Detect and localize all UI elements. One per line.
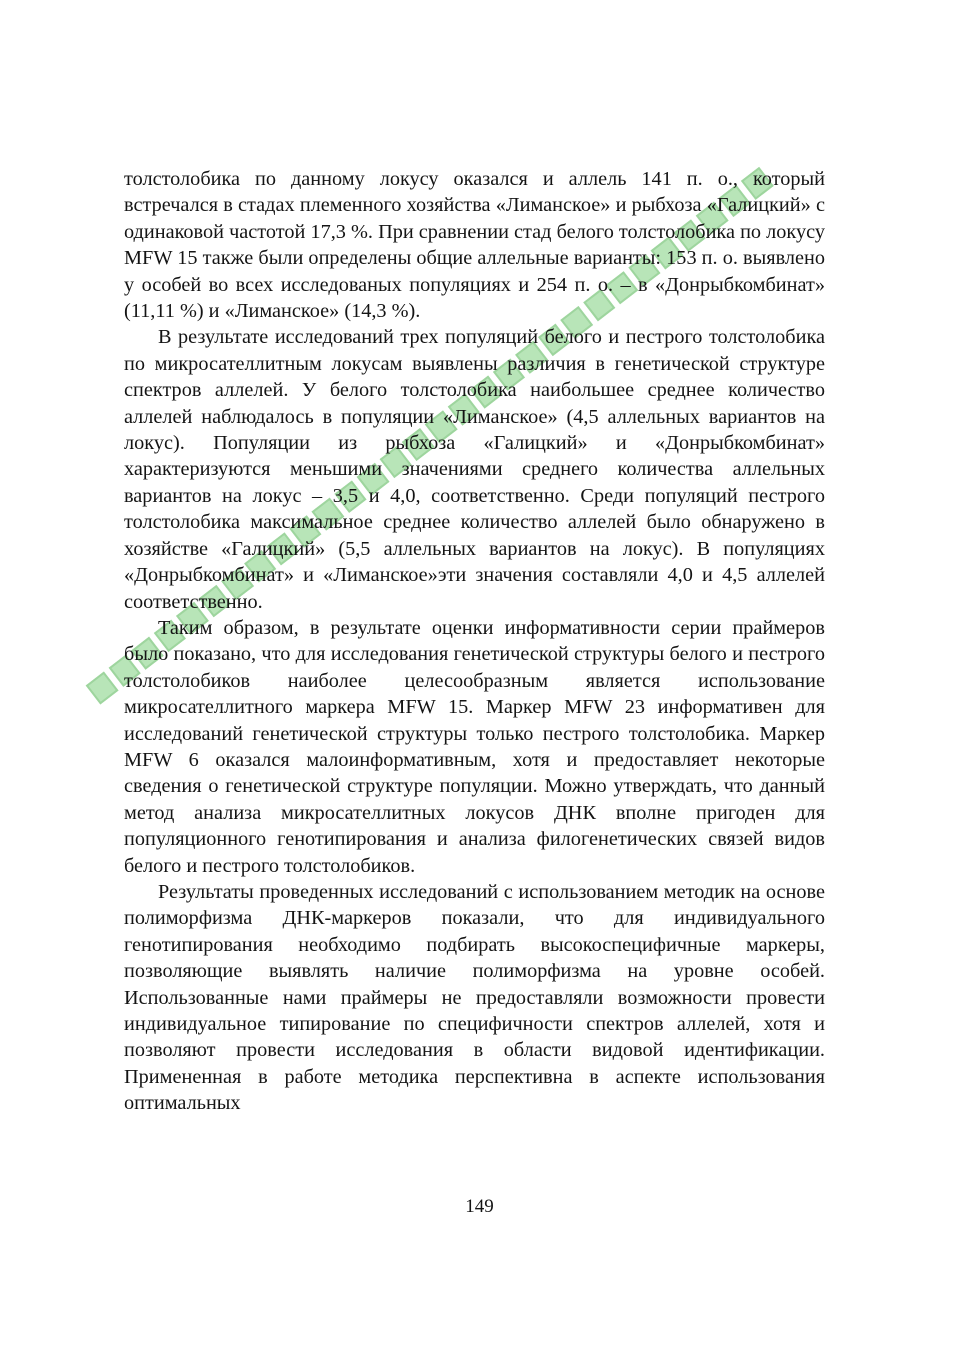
paragraph-2: В результате исследований трех популяций белого и пестрого толстолобика по микросателлитным локусам выявлены различия в генетической структуре спектров аллелей. У белого толстолобика наибольшее среднее количество аллелей наблюдалось в популяции «Лиманское» (4,5 аллельных вариантов на локус). Популяции из рыбхоза «Галицкий» и «Донрыбкомбинат» характеризуются меньшими значениями среднего количества аллельных вариантов на локус – 3,5 и 4,0, соответственно. Среди популяций пестрого толстолобика максимальное среднее количество аллелей было обнаружено в хозяйстве «Галицкий» (5,5 аллельных вариантов на локус). В популяциях «Донрыбкомбинат» и «Лиманское»эти значения составляли 4,0 и 4,5 аллелей соответственно.	[124, 326, 825, 613]
page-number: 149	[465, 1196, 494, 1217]
paragraph-1: толстолобика по данному локусу оказался и аллель 141 п. о., который встречался в стадах племенного хозяйства «Лиманское» и рыбхоза «Галицкий» с одинаковой частотой 17,3 %. При сравнении стад белого толстолобика по локусу MFW 15 также были определены общие аллельные варианты: 153 п. о. выявлено у особей во всех исследованых популяциях и 254 п. о. – в «Донрыбкомбинат» (11,11 %) и «Лиманское» (14,3 %).	[124, 168, 825, 323]
body-text	[124, 166, 825, 1117]
paragraph-3: Таким образом, в результате оценки информативности серии праймеров было показано, что для исследования генетической структуры белого и пестрого толстолобиков наиболее целесообразным является использование микросателлитного маркера MFW 15. Маркер MFW 23 информативен для исследований генетической структуры только пестрого толстолобика. Маркер MFW 6 оказался малоинформативным, хотя и предоставляет некоторые сведения о генетической структуре популяции. Можно утверждать, что данный метод анализа микросателлитных локусов ДНК вполне пригоден для популяционного генотипирования и анализа филогенетических связей видов белого и пестрого толстолобиков.	[124, 616, 825, 877]
paragraph-4: Результаты проведенных исследований с использованием методик на основе полиморфизма ДНК-маркеров показали, что для индивидуального генотипирования необходимо подбирать высокоспецифичные маркеры, позволяющие выявлять наличие полиморфизма на уровне особей. Использованные нами праймеры не предоставляли возможности провести индивидуальное типирование по специфичности спектров аллелей, хотя и позволяют провести исследования в области видовой идентификации. Примененная в работе методика перспективна в аспекте использования оптимальных	[124, 880, 825, 1115]
